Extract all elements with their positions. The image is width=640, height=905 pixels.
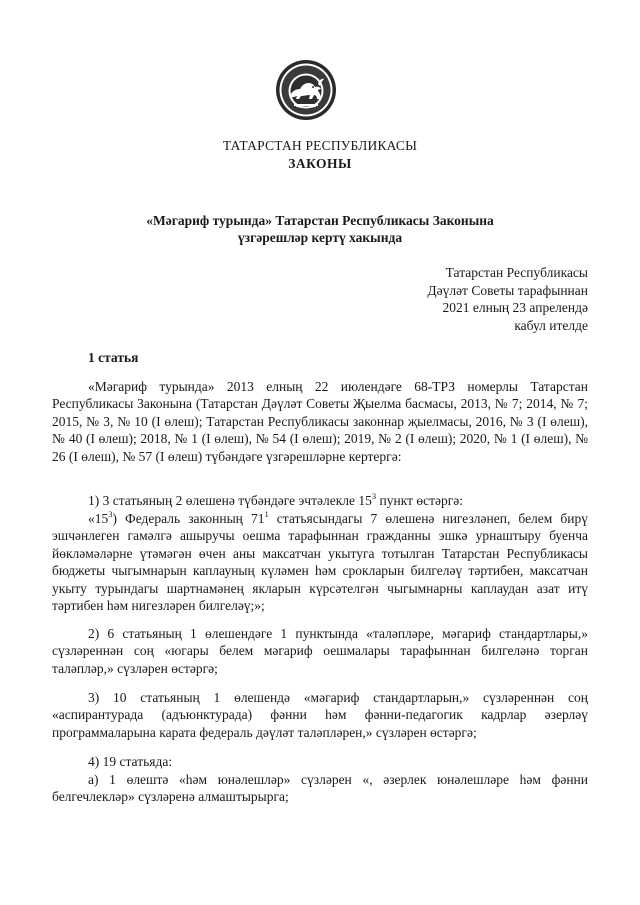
item-1-heading-text-end: пункт өстәргә: bbox=[376, 493, 464, 508]
item-1-body-start: «15 bbox=[88, 511, 109, 526]
tatarstan-coat-of-arms-icon bbox=[274, 58, 338, 122]
article-heading: 1 статья bbox=[88, 350, 139, 365]
item-1-body-middle: ) Федераль законның 71 bbox=[112, 511, 265, 526]
adoption-line-4: кабул ителде bbox=[514, 317, 588, 333]
item-4a-paragraph: а) 1 өлештә «һәм юнәлешләр» сүзләрен «, әзерлек юнәлешләре һәм фәнни белгечлекләр» сүзләренә алмаштырырга; bbox=[52, 772, 588, 805]
item-3-paragraph: 3) 10 статьяның 1 өлешендә «мәгариф стандартларын,» сүзләреннән соң «аспирантурада (адъюнктурада) фәнни һәм фәнни-педагогик кадрлар әзерләү программаларына карата федераль дәүләт таләпләрен,» сүзләрен өстәргә; bbox=[52, 690, 588, 740]
document-type: ЗАКОНЫ bbox=[288, 156, 352, 171]
item-1-body-end: статьясындагы 7 өлешенә нигезләнеп, белем бирү эшчәнлеген гамәлгә ашыручы оешма тарафыннан гражданны эшкә урнаштыру буенча йөкләмәләрне үтәмәгән өчен аны максатчан укытуга тотылган Татарстан Республикасы бюджеты чыгымнарын каплауның күләмен һәм срокларын билгеләү тәртибен, максатчан укыту турындагы шартнамәнең якларын күрсәтелгән чыгымнарны каплаудан азат итү тәртибен һәм нигезләрен билгеләү;»; bbox=[52, 511, 588, 614]
adoption-line-2: Дәүләт Советы тарафыннан bbox=[427, 282, 588, 298]
item-1-heading-text: 1) 3 статьяның 2 өлешенә түбәндәге эчтәлекле 15 bbox=[88, 493, 372, 508]
law-title bbox=[80, 212, 560, 246]
republic-name: ТАТАРСТАН РЕСПУБЛИКАСЫ bbox=[222, 138, 418, 153]
item-1-heading-superscript: 3 bbox=[371, 490, 377, 501]
adoption-line-3: 2021 елның 23 апрелендә bbox=[442, 300, 588, 315]
adoption-note bbox=[427, 264, 588, 334]
item-1-body-superscript-2: 1 bbox=[264, 508, 269, 519]
law-title-line-2: үзгәрешләр кертү хакында bbox=[237, 230, 403, 245]
item-1-body-superscript-1: 3 bbox=[108, 508, 113, 519]
item-4-heading: 4) 19 статьяда: bbox=[88, 754, 173, 769]
item-1-heading bbox=[52, 492, 588, 509]
law-title-line-1: «Мәгариф турында» Татарстан Республикасы Законына bbox=[146, 213, 494, 228]
article-intro-paragraph: «Мәгариф турында» 2013 елның 22 июлендәге 68-ТРЗ номерлы Татарстан Республикасы Законына (Татарстан Дәүләт Советы Җыелма басмасы, 2013, № 7; 2014, № 7; 2015, № 3, № 10 (I өлеш); Татарстан Республикасы законнар җыелмасы, 2016, № 3 (I өлеш), № 40 (I өлеш); 2018, № 1 (I өлеш), № 54 (I өлеш); 2019, № 2 (I өлеш); 2020, № 1 (I өлеш), № 26 (I өлеш), № 57 (I өлеш) түбәндәге үзгәрешләрне кертергә: bbox=[52, 379, 588, 464]
adoption-line-1: Татарстан Республикасы bbox=[445, 265, 588, 280]
item-2-paragraph: 2) 6 статьяның 1 өлешендәге 1 пунктында «таләпләре, мәгариф стандартлары,» сүзләреннән соң «югары белем мәгариф оешмалары тарафыннан билгеләнә торган таләпләр,» сүзләрен өстәргә; bbox=[52, 626, 588, 676]
item-1-body bbox=[52, 510, 588, 614]
